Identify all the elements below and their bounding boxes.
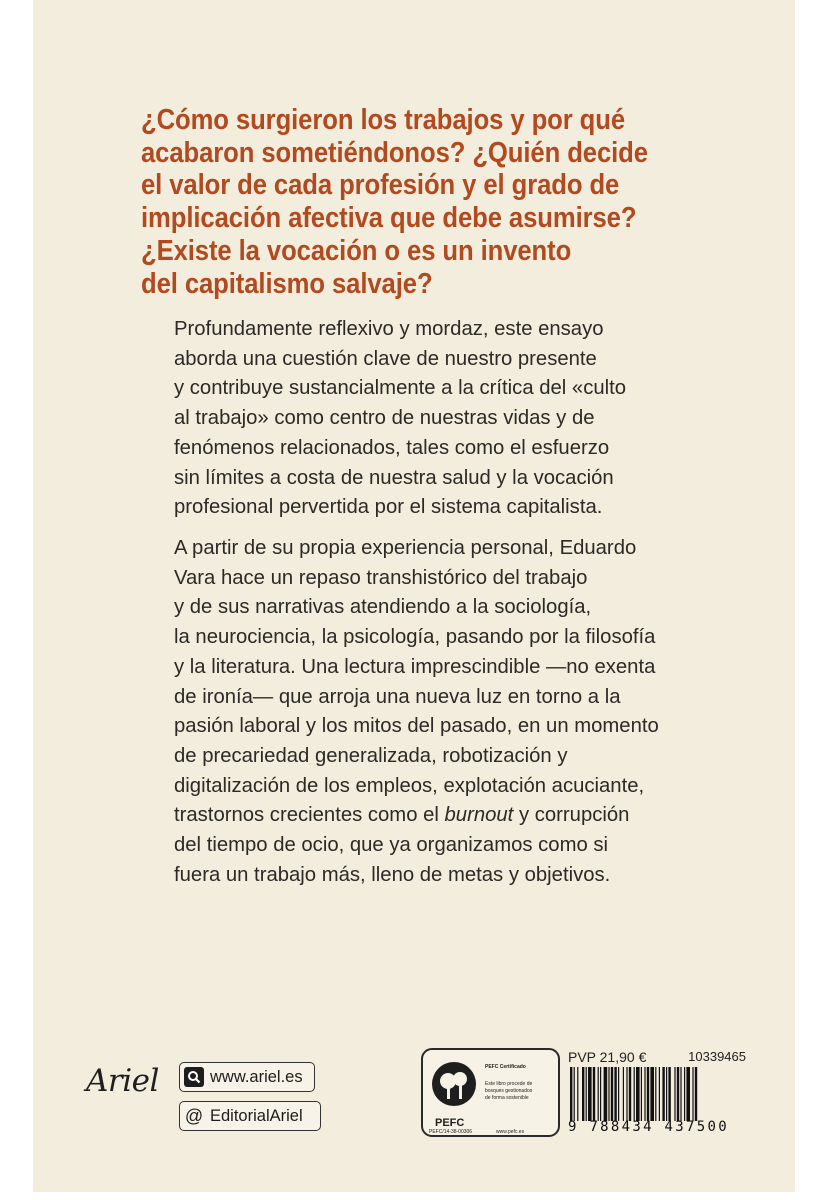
product-code: 10339465 [688,1049,746,1064]
headline-line: implicación afectiva que debe asumirse? [141,202,637,235]
headline-line: del capitalismo salvaje? [141,267,433,300]
paragraph-line: sin límites a costa de nuestra salud y la vocación [174,466,614,489]
paragraph-line: Vara hace un repaso transhistórico del trabajo [174,566,588,589]
ean-number: 9 788434 437500 [568,1119,729,1135]
website-tag[interactable] [179,1062,315,1092]
headline-line: acabaron sometiéndonos? ¿Quién decide [141,136,648,169]
paragraph-line: del tiempo de ocio, que ya organizamos como si [174,834,609,857]
paragraph-1 [174,315,734,523]
paragraph-line: fenómenos relacionados, tales como el esfuerzo [174,436,610,459]
pefc-url: www.pefc.es [496,1129,525,1135]
pefc-brand: PEFC [435,1117,465,1129]
burnout-italic: burnout [444,804,514,827]
paragraph-line: aborda una cuestión clave de nuestro presente [174,347,597,370]
paragraph-line-burnout [174,801,734,831]
publisher-logo: Ariel [86,1063,159,1099]
paragraph-line: de precariedad generalizada, robotización y [174,744,568,767]
pefc-desc-line: Este libro procede de [485,1081,533,1087]
paragraph-line: profesional pervertida por el sistema capitalista. [174,496,603,519]
headline [141,104,690,300]
paragraph-line: al trabajo» como centro de nuestras vidas y de [174,407,595,430]
website-text: www.ariel.es [210,1067,303,1086]
paragraph-line: la neurociencia, la psicología, pasando por la filosofía [174,626,656,649]
headline-line: ¿Cómo surgieron los trabajos y por qué [141,104,626,136]
pefc-code: PEFC/14-38-00306 [429,1129,473,1135]
at-icon: @ [184,1105,204,1126]
barcode-block [568,1049,746,1137]
headline-line: ¿Existe la vocación o es un invento [141,234,572,267]
social-handle: EditorialAriel [210,1106,303,1125]
text-segment: y corrupción [513,804,630,827]
text-segment: trastornos crecientes como el [174,804,445,827]
barcode-icon [568,1067,746,1121]
search-icon [184,1067,204,1087]
paragraph-line: A partir de su propia experiencia personal, Eduardo [174,537,637,559]
paragraph-line: pasión laboral y los mitos del pasado, en un momento [174,715,659,738]
paragraph-line: digitalización de los empleos, explotación acuciante, [174,774,645,797]
paragraph-line: y la literatura. Una lectura imprescindible —no exenta [174,655,656,678]
paragraph-line: y de sus narrativas atendiendo a la sociología, [174,596,592,619]
paragraph-line: Profundamente reflexivo y mordaz, este ensayo [174,318,604,340]
social-tag[interactable] [179,1101,321,1131]
pefc-desc-line: de forma sostenible [485,1095,529,1101]
paragraph-line: y contribuye sustancialmente a la crítica del «culto [174,377,627,400]
pefc-desc-line: bosques gestionados [485,1088,533,1094]
price: PVP 21,90 € [568,1049,647,1065]
pefc-title: PEFC Certificado [485,1064,526,1070]
paragraph-line: fuera un trabajo más, lleno de metas y objetivos. [174,863,611,886]
paragraph-line: de ironía— que arroja una nueva luz en torno a la [174,685,621,708]
pefc-badge [421,1048,560,1137]
pefc-tree-icon [431,1060,477,1110]
headline-line: el valor de cada profesión y el grado de [141,169,620,202]
paragraph-2 [174,534,734,890]
